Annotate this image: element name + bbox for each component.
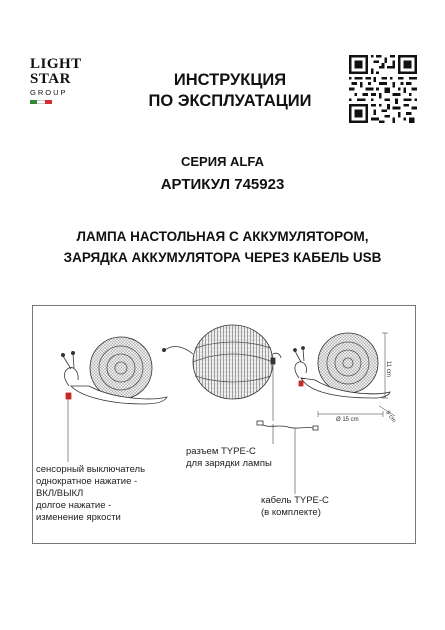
lamp-front-view (162, 325, 281, 399)
flag-stripe-green (30, 100, 37, 104)
switch-label (36, 464, 145, 524)
switch-label-line-2: однократное нажатие - (36, 476, 138, 487)
diameter-dimension: Ø 15 cm (336, 417, 359, 423)
touch-switch-icon (66, 393, 71, 399)
port-label-line-2: для зарядки лампы (186, 458, 272, 469)
product-diagram (32, 305, 416, 544)
logo-line-2: STAR (30, 71, 71, 87)
snail-dimension-view (294, 333, 396, 417)
product-description (0, 226, 445, 268)
qr-code-icon (349, 55, 417, 123)
height-dimension: 11 cm (385, 361, 391, 377)
port-label (186, 446, 272, 470)
logo-line-3: GROUP (30, 88, 68, 97)
switch-label-line-3: ВКЛ/ВЫКЛ (36, 488, 84, 499)
flag-stripe-white (37, 100, 44, 104)
page-title (110, 70, 350, 112)
description-line-1: ЛАМПА НАСТОЛЬНАЯ С АККУМУЛЯТОРОМ, (76, 229, 369, 244)
usb-cable-icon (257, 421, 318, 430)
type-c-port-icon (271, 358, 275, 364)
title-line-2: ПО ЭКСПЛУАТАЦИИ (148, 92, 312, 110)
switch-label-line-1: сенсорный выключатель (36, 464, 146, 475)
article-number: АРТИКУЛ 745923 (160, 176, 285, 193)
series-name: СЕРИЯ ALFA (181, 154, 264, 169)
italian-flag-icon (30, 100, 52, 104)
cable-label-line-2: (в комплекте) (261, 507, 321, 518)
snail-side-view (61, 337, 167, 404)
cable-label (261, 495, 329, 519)
port-label-line-1: разъем TYPE-C (186, 446, 256, 457)
cable-label-line-1: кабель TYPE-C (261, 495, 329, 506)
description-line-2: ЗАРЯДКА АККУМУЛЯТОРА ЧЕРЕЗ КАБЕЛЬ USB (63, 250, 382, 265)
depth-dimension: 9 cm (384, 410, 397, 425)
switch-label-line-5: изменение яркости (36, 512, 121, 523)
flag-stripe-red (45, 100, 52, 104)
switch-label-line-4: долгое нажатие - (36, 500, 112, 511)
brand-logo (30, 57, 92, 104)
logo-line-1: LIGHT (30, 56, 82, 72)
title-line-1: ИНСТРУКЦИЯ (173, 71, 287, 89)
